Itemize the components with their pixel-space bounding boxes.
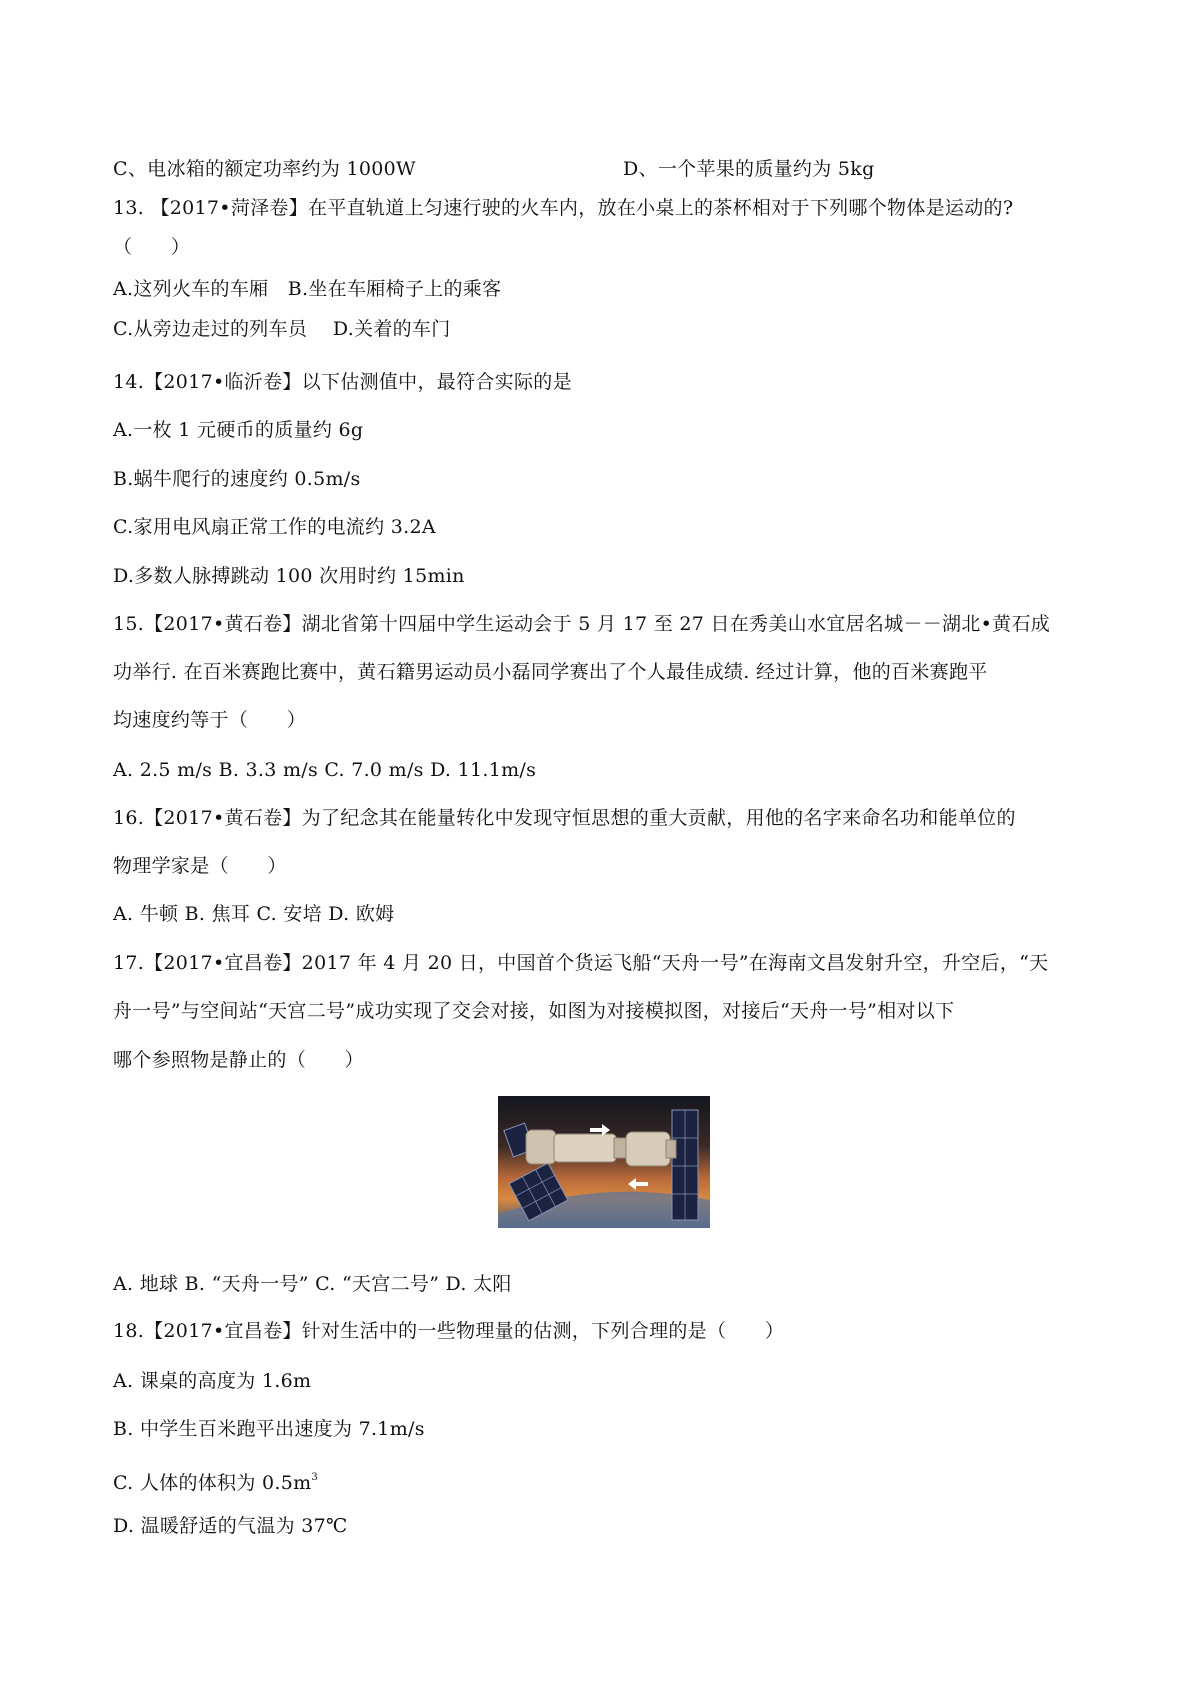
q17-stem-line-1: 17.【2017•宜昌卷】2017 年 4 月 20 日，中国首个货运飞船“天舟一号”在海南文昌发射升空，升空后，“天 <box>113 952 1049 974</box>
right-solar-panel <box>672 1110 698 1220</box>
q15-options: A. 2.5 m/s B. 3.3 m/s C. 7.0 m/s D. 11.1m/s <box>113 759 537 781</box>
q13-options-line-1: A.这列火车的车厢 B.坐在车厢椅子上的乘客 <box>113 278 502 300</box>
q15-stem-line-3: 均速度约等于（ ） <box>113 709 307 731</box>
q17-stem-line-2: 舟一号”与空间站“天宫二号”成功实现了交会对接，如图为对接模拟图，对接后“天舟一号”相对以下 <box>113 1000 955 1022</box>
q13-stem-line-1: 13. 【2017•菏泽卷】在平直轨道上匀速行驶的火车内，放在小桌上的茶杯相对于下列哪个物体是运动的? <box>113 197 1014 219</box>
q17-options: A. 地球 B. “天舟一号” C. “天宫二号” D. 太阳 <box>113 1273 512 1295</box>
q14-option-c: C.家用电风扇正常工作的电流约 3.2A <box>113 516 436 538</box>
q16-stem-line-1: 16.【2017•黄石卷】为了纪念其在能量转化中发现守恒思想的重大贡献，用他的名字来命名功和能单位的 <box>113 807 1016 829</box>
q12-option-d: D、一个苹果的质量约为 5kg <box>623 158 875 180</box>
q16-stem-line-2: 物理学家是（ ） <box>113 855 287 877</box>
q14-option-d: D.多数人脉搏跳动 100 次用时约 15min <box>113 565 465 587</box>
q15-stem-line-2: 功举行. 在百米赛跑比赛中，黄石籍男运动员小磊同学赛出了个人最佳成绩. 经过计算，他的百米赛跑平 <box>113 661 988 683</box>
q18-option-c-text: C. 人体的体积为 0.5m <box>113 1472 312 1494</box>
q13-options-line-2: C.从旁边走过的列车员 D.关着的车门 <box>113 318 451 340</box>
q12-option-c: C、电冰箱的额定功率约为 1000W <box>113 158 416 180</box>
q18-stem: 18.【2017•宜昌卷】针对生活中的一些物理量的估测，下列合理的是（ ） <box>113 1320 785 1342</box>
q13-stem-line-2: （ ） <box>113 236 191 258</box>
q18-option-c-superscript: 3 <box>311 1472 319 1483</box>
docking-illustration <box>498 1096 710 1228</box>
q14-option-a: A.一枚 1 元硬币的质量约 6g <box>113 419 364 441</box>
q12-options-row <box>113 154 1110 184</box>
q16-options: A. 牛顿 B. 焦耳 C. 安培 D. 欧姆 <box>113 903 395 925</box>
module-tiangong-tail <box>666 1140 676 1158</box>
q18-option-d: D. 温暖舒适的气温为 37℃ <box>113 1515 348 1537</box>
arrow-left-icon <box>628 1178 648 1190</box>
q18-option-a: A. 课桌的高度为 1.6m <box>113 1370 312 1392</box>
q18-option-b: B. 中学生百米跑平出速度为 7.1m/s <box>113 1418 425 1440</box>
q14-option-b: B.蜗牛爬行的速度约 0.5m/s <box>113 468 361 490</box>
module-tiangong-body <box>626 1132 670 1166</box>
q14-stem: 14.【2017•临沂卷】以下估测值中，最符合实际的是 <box>113 371 572 393</box>
docking-illustration-svg <box>498 1096 710 1228</box>
q17-stem-line-3: 哪个参照物是静止的（ ） <box>113 1049 364 1071</box>
q15-stem-line-1: 15.【2017•黄石卷】湖北省第十四届中学生运动会于 5 月 17 至 27 日在秀美山水宜居名城－－湖北•黄石成 <box>113 613 1051 635</box>
module-tianzhou-body <box>554 1134 616 1162</box>
q18-option-c <box>113 1463 1110 1498</box>
module-tianzhou-front <box>526 1130 556 1164</box>
